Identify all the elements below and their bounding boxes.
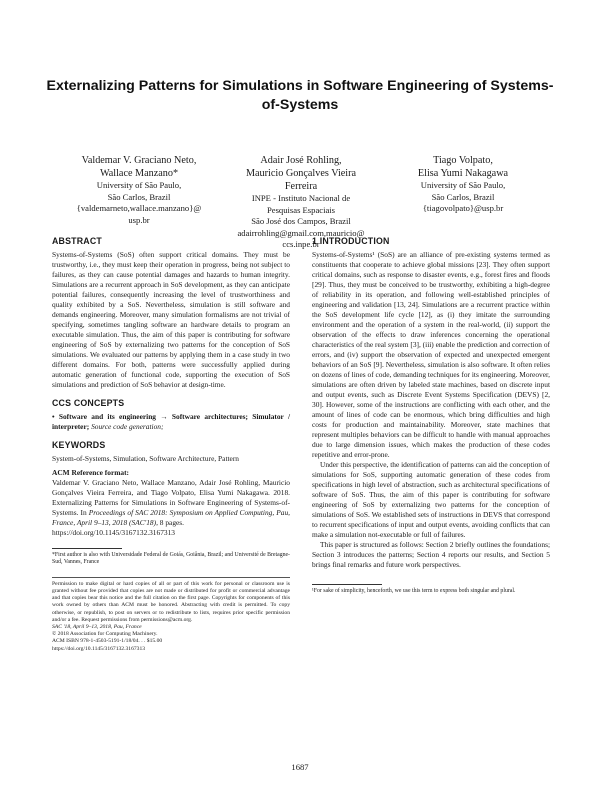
left-column [52,236,290,653]
introduction-footnote: ¹For sake of simplicity, henceforth, we use this term to express both singular and plural. [312,588,516,594]
author-block-3 [388,154,538,215]
author-footnote: *First author is also with Universidade Federal de Goiás, Goiânia, Brazil; and Université de Bretagne-Sud, Vannes, France [52,552,290,566]
footnote-rule [52,548,122,549]
author-email: ccs.inpe.br [282,239,320,250]
keywords-text: System-of-Systems, Simulation, Software Architecture, Pattern [52,454,239,463]
permission-text: Permission to make digital or hard copies of all or part of this work for personal or classroom use is granted without fee provided that copies are not made or distributed for profit or commercial advantage and that copies bear this notice and the full citation on the first page. Copyrights for components of this work owned by others than ACM must be honored. Abstracting with credit is permitted. To copy otherwise, or republish, to post on servers or to redistribute to lists, requires prior specific permission and/or a fee. Request permissions from permissions@acm.org. [52,580,290,623]
author-name: Ferreira [284,181,318,192]
footnote-rule [312,584,382,585]
reference-format-heading: ACM Reference format: [52,468,130,477]
author-name: Wallace Manzano* [99,168,179,179]
author-email: {tiagovolpato}@usp.br [422,203,504,214]
paper-title: Externalizing Patterns for Simulations in Software Engineering of Systems-of-Systems [46,78,554,113]
author-name: Valdemar V. Graciano Neto, [81,155,197,166]
introduction-heading: 1 INTRODUCTION [312,236,390,246]
reference-doi[interactable]: https://doi.org/10.1145/3167132.3167313 [52,528,175,537]
permission-doi[interactable]: https://doi.org/10.1145/3167132.3167313 [52,645,146,652]
author-affiliation: São Carlos, Brazil [107,191,171,202]
permission-venue: SAC '18, April 9–13, 2018, Pau, France [52,624,142,631]
right-column [312,236,550,595]
permission-copyright: © 2018 Association for Computing Machinery. [52,631,158,638]
keywords-heading: KEYWORDS [52,440,106,450]
author-name: Elisa Yumi Nakagawa [417,168,509,179]
author-affiliation: INPE - Instituto Nacional de [251,193,351,203]
author-name: Tiago Volpato, [433,155,493,166]
permission-isbn: ACM ISBN 978-1-4503-5191-1/18/04. . . $15.00 [52,638,163,645]
ccs-concepts [52,412,290,432]
author-affiliation: University of São Paulo, [420,180,506,190]
introduction-paragraph-2: Under this perspective, the identification of patterns can aid the conception of simulations for SoS, supporting automatic generation of these codes from specifications in high level of abstraction, such as architectural specifications of software of SoS. Thus, the aim of this paper is contributing for software engineering of SoS by externalizing two patterns for the conception of simulations of SoS. We established sets of instructions in DEVS that correspond to recurrent specifications of input and output events, avoiding conflicts that can make a simulation not-executable or full of failures. [312,460,550,539]
abstract-heading: ABSTRACT [52,236,102,246]
author-name: Adair José Rohling, [260,155,342,166]
author-name: Mauricio Gonçalves Vieira [245,168,357,179]
author-affiliation: Pesquisas Espaciais [266,204,336,215]
ccs-heading: CCS CONCEPTS [52,398,125,408]
author-affiliation: São Carlos, Brazil [431,191,495,202]
introduction-paragraph-3: This paper is structured as follows: Section 2 briefly outlines the foundations; Section 3 introduces the patterns; Section 4 reports our results, and Section 5 brings final remarks and future work perspectives. [312,540,550,569]
author-affiliation: University of São Paulo, [96,180,182,190]
reference-text: Valdemar V. Graciano Neto, Wallace Manzano, Adair José Rohling, Mauricio Gonçalves Vieira Ferreira, and Tiago Volpato, Elisa Yumi Nakagawa. 2018. Externalizing Patterns for Simulations in Software Engineering of Systems-of-Systems. In [52,478,290,517]
author-email: usp.br [128,214,150,225]
ccs-concept-tertiary: Source code generation; [91,422,164,431]
reference-format-text [52,478,290,528]
reference-pages: 8 pages. [159,518,185,527]
author-block-1 [64,154,214,226]
introduction-paragraph-1: Systems-of-Systems¹ (SoS) are an alliance of pre-existing systems termed as constituents that cooperate to achieve global missions [23]. They often support critical domains, such as response to disaster events, e.g., forest fires and floods [29]. Thus, they must be conceived to be trustworthy, exhibiting a high-degree of reliability in its operation, and following well-established principles of engineering and validation [13, 24]. Simulations are a recurrent practice within the SoS development life cycle [12], as (i) they imitate the surrounding environment and the operation of a system in the real-world, (ii) support the observation of the effects to draw inferences concerning the operational characteristics of the real system [3], (iii) enable the prediction and correction of errors, and (iv) support the observation of expected and unexpected emergent behaviors of an SoS [9]. Nevertheless, simulation is also software. It often relies on dozens of lines of code, demanding techniques for its engineering. Moreover, simulations are often driven by labeled state machines, based on discrete input and output events, such as Discrete Event Systems Specification (DEVS) [2, 30]. However, some of the instructions are conflicting with each other, and the amount of lines of code can be enormous, which bring difficulties and high costs for production and maintainability. Moreover, state machines that represent multiples behaviors can be difficult to handle with manual approaches due to large dimension issues, which makes the production of these codes repetitive and error-prone. [312,250,550,459]
permission-rule [52,577,290,578]
author-email: adairrohling@gmail.com,mauricio@ [237,227,365,238]
author-email: {valdemarneto,wallace.manzano}@ [76,203,202,214]
reference-venue: Proceedings of SAC 2018: Symposium on Applied Computing, Pau, France, April 9–13, 2018 (SAC'18), [52,508,290,527]
ccs-concept-primary: • Software and its engineering → Software architectures; [52,412,248,421]
ccs-concept-secondary: Simulator / interpreter; [52,412,290,431]
author-affiliation: São José dos Campos, Brazil [251,216,351,227]
abstract-text: Systems-of-Systems (SoS) often support critical domains. They must be trustworthy, i.e., they must keep their operation in progress, being not subject to failures, as they can cause potential damages and hazards to human integrity. Simulations are a recurrent approach in SoS development, as they can anticipate potential failures, consequently increasing the level of trustworthiness and quality exhibited by a SoS. Nevertheless, simulation is still software and demands engineering. Moreover, many simulation formalisms are not trivial of specifying, sometimes tangling software an hardware details to program an executable simulation. Thus, the aim of this paper is contributing for software engineering of SoS by externalizing two patterns for the conception of SoS simulations. We evaluated our patterns by applying them in a case study in two different domains. For both, patterns were successfully applied during automatic generation of functional code, supporting the execution of SoS simulations and prediction of SoS behavior at design-time. [52,250,290,389]
page-number: 1687 [291,762,309,772]
